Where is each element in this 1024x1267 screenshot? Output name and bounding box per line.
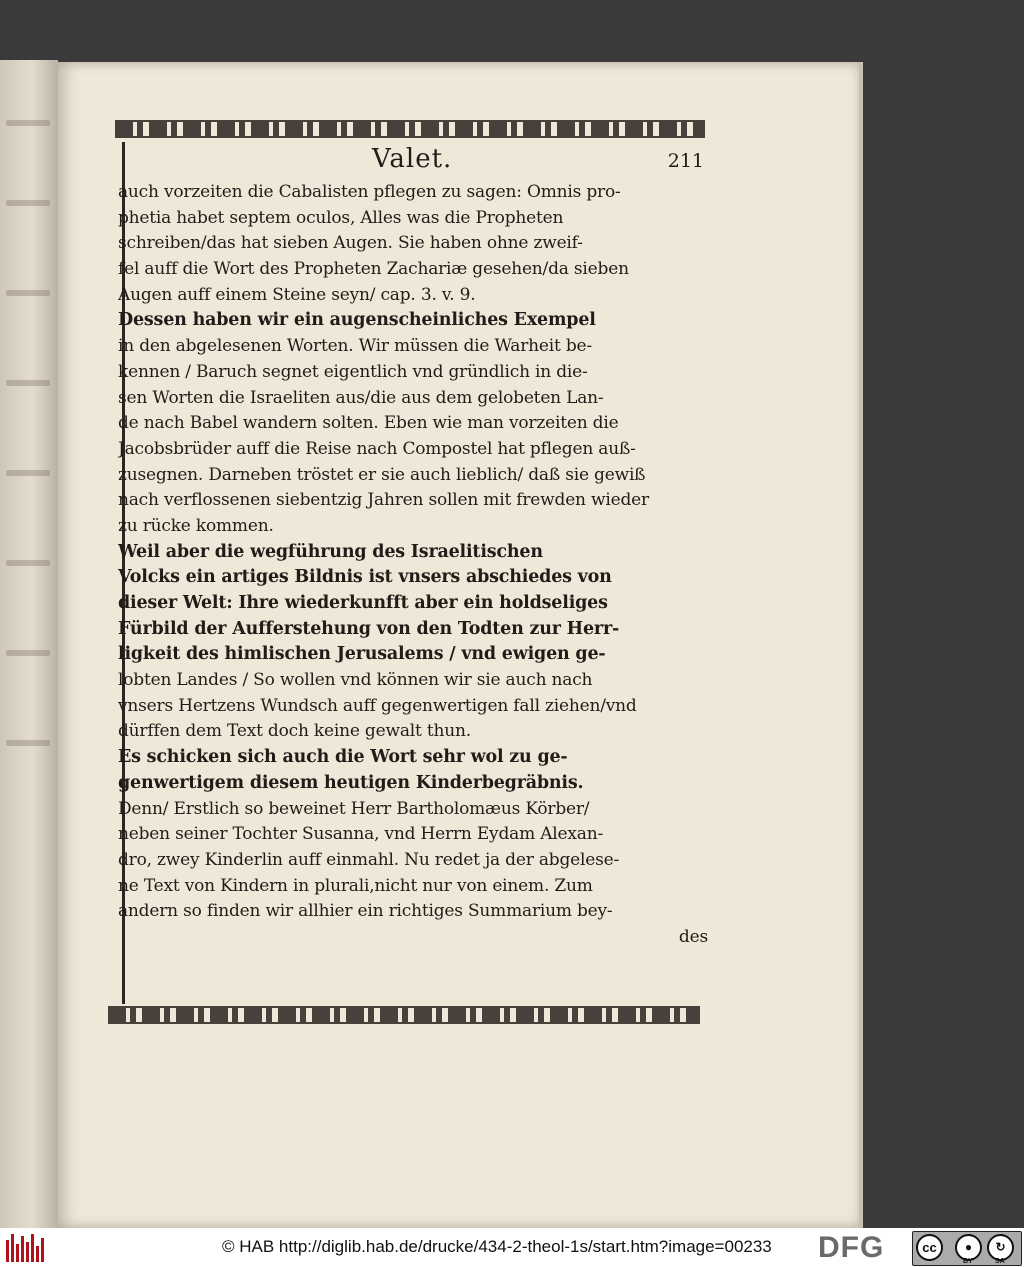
page-number: 211 [667,150,704,172]
top-ornament-border [115,120,705,138]
text-line: Es schicken sich auch die Wort sehr wol zu ge- [118,747,568,768]
text-line: dieser Welt: Ihre wiederkunfft aber ein holdseliges [118,593,608,613]
running-title: Valet. [372,144,453,174]
text-line: ligkeit des himlischen Jerusalems / vnd ewigen ge- [118,644,606,665]
text-line: fel auff die Wort des Propheten Zachariæ gesehen/da sieben [118,259,629,280]
previous-page-edge [0,60,58,1228]
copyright-link[interactable]: © HAB http://diglib.hab.de/drucke/434-2-theol-1s/start.htm?image=00233 [222,1237,772,1256]
text-line: de nach Babel wandern solten. Eben wie man vorzeiten die [118,413,619,434]
text-line: dro, zwey Kinderlin auff einmahl. Nu redet ja der abgelese- [118,849,620,870]
cc-sa-label: SA [995,1258,1005,1265]
text-line: kennen / Baruch segnet eigentlich vnd gründlich in die- [118,361,588,382]
cc-icon: cc [916,1234,943,1261]
text-line: zusegnen. Darneben tröstet er sie auch lieblich/ daß sie gewiß [118,464,646,485]
footer-bar [0,1228,1024,1267]
by-person-icon: ● [955,1234,982,1261]
text-line: in den abgelesenen Worten. Wir müssen die Warheit be- [118,336,592,357]
text-line: schreiben/das hat sieben Augen. Sie haben ohne zweif- [118,233,583,254]
cc-license-badge[interactable] [912,1231,1022,1266]
text-line: dürffen dem Text doch keine gewalt thun. [118,721,471,742]
text-line: sen Worten die Israeliten aus/die aus dem gelobeten Lan- [118,387,604,408]
text-line: Weil aber die wegführung des Israelitischen [118,541,543,562]
text-line: lobten Landes / So wollen vnd können wir sie auch nach [118,670,593,691]
text-line: Jacobsbrüder auff die Reise nach Compostel hat pflegen auß- [118,438,636,459]
running-head [128,144,704,178]
text-line: Augen auff einem Steine seyn/ cap. 3. v. 9. [118,284,476,305]
text-line: Denn/ Erstlich so beweinet Herr Bartholomæus Körber/ [118,798,590,819]
sa-share-icon: ↻ [987,1234,1014,1261]
text-line: ne Text von Kindern in plurali,nicht nur von einem. Zum [118,875,593,896]
text-line: des [678,926,708,947]
text-line: nach verflossenen siebentzig Jahren sollen mit frewden wieder [118,490,649,511]
bottom-ornament-border [108,1006,700,1024]
page-text-block [118,180,708,951]
text-line: Volcks ein artiges Bildnis ist vnsers abschiedes von [118,567,612,588]
text-line: vnsers Hertzens Wundsch auff gegenwertigen fall ziehen/vnd [118,695,637,716]
text-line: Fürbild der Aufferstehung von den Todten zur Herr- [118,618,620,639]
hab-barcode-logo-icon [6,1234,46,1262]
dfg-logo: DFG [818,1231,885,1264]
text-line: Dessen haben wir ein augenscheinliches Exempel [118,310,596,331]
book-page [58,62,863,1228]
text-line: auch vorzeiten die Cabalisten pflegen zu sagen: Omnis pro- [118,182,621,202]
text-line: phetia habet septem oculos, Alles was die Propheten [118,207,564,228]
text-line: neben seiner Tochter Susanna, vnd Herrn Eydam Alexan- [118,824,603,845]
text-line: andern so finden wir allhier ein richtiges Summarium bey- [118,901,613,922]
text-line: zu rücke kommen. [118,515,274,536]
cc-by-label: BY [963,1258,973,1265]
text-line: genwertigem diesem heutigen Kinderbegräbnis. [118,772,584,793]
